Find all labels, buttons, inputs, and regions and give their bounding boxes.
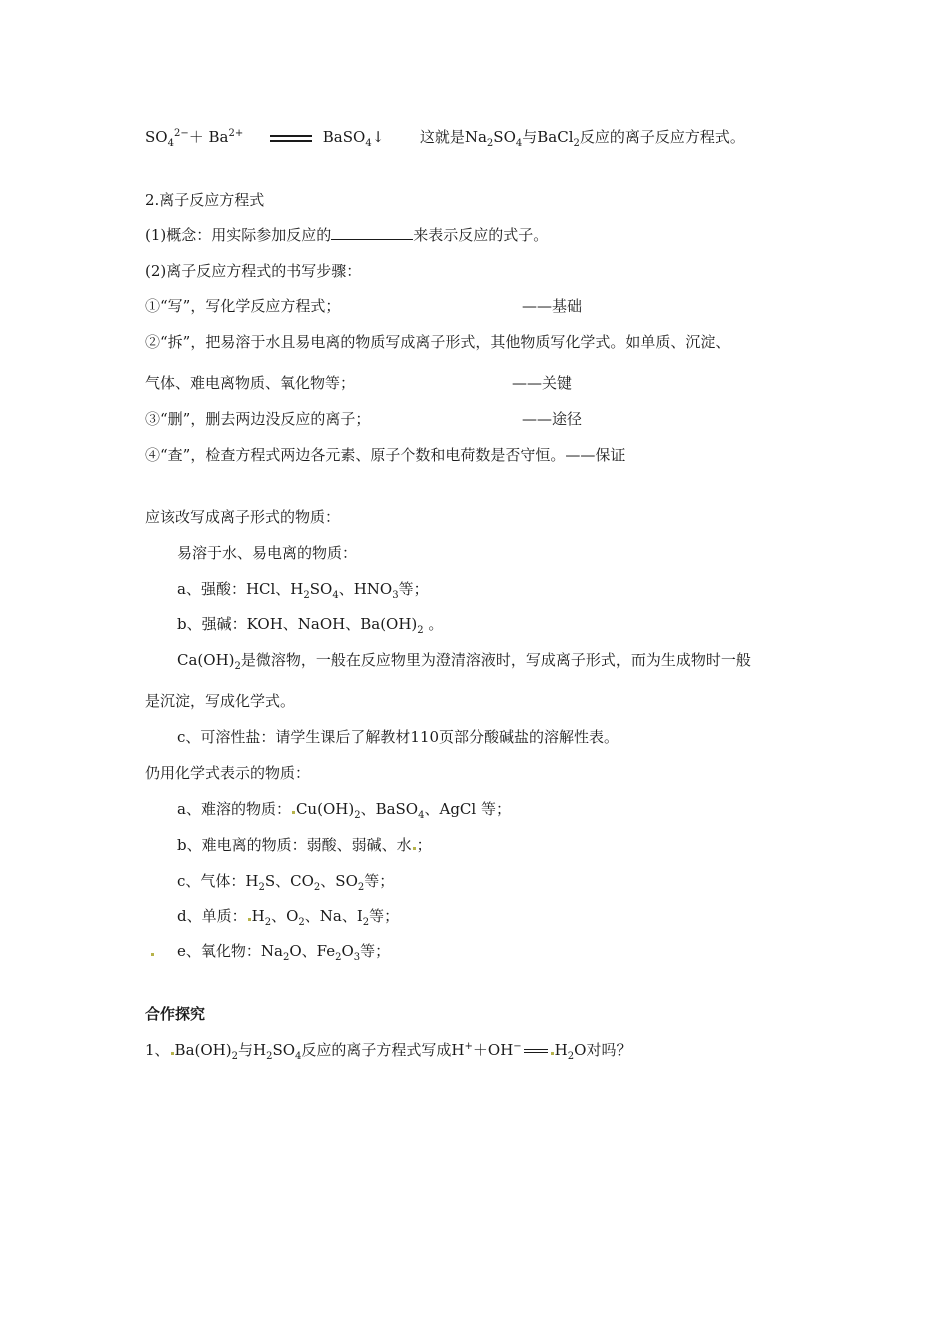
step-3: ③“删”，删去两边没反应的离子； (145, 410, 371, 428)
caoh-line-1: $Ca(OH)_2$是微溶物，一般在反应物里为澄清溶液时，写成离子形式，而为生成物时一般 (177, 651, 751, 672)
marker-dot (248, 918, 251, 921)
weak-electrolyte-line: b、难电离的物质：弱酸、弱碱、水 ； (177, 836, 432, 854)
step-2b: 气体、难电离物质、氧化物等； (145, 374, 356, 392)
step-2-tag: ——关键 (512, 374, 573, 392)
soluble-salt-line: c、可溶性盐：请学生课后了解教材110页部分酸碱盐的溶解性表。 (177, 728, 620, 746)
caoh-line-2: 是沉淀，写成化学式。 (145, 692, 296, 710)
cooperation-heading: 合作探究 (145, 1005, 206, 1023)
marker-dot (151, 953, 154, 956)
marker-dot (413, 847, 416, 850)
marker-dot (171, 1052, 174, 1055)
gas-line: c、气体：$H_2S$、$CO_2$、$SO_2$等； (177, 872, 395, 893)
formula-title: 仍用化学式表示的物质： (145, 764, 311, 782)
element-line: d、单质： $H_2$、$O_2$、Na、$I_2$等； (177, 907, 400, 928)
steps-title: (2)离子反应方程式的书写步骤： (145, 262, 362, 280)
ionic-form-title: 应该改写成离子形式的物质： (145, 508, 341, 526)
soluble-heading: 易溶于水、易电离的物质： (177, 544, 358, 562)
strong-base-line: b、强碱：KOH、NaOH、$Ba(OH)_2$ 。 (177, 615, 444, 636)
insoluble-line: a、难溶的物质： $Cu(OH)_2$、BaSO$_4$、AgCl 等； (177, 800, 511, 821)
step-1: ①“写”，写化学反应方程式； (145, 297, 341, 315)
question-1: 1、 $Ba(OH)_2$与$H_2SO_4$反应的离子方程式写成H+＋OH− $H_2O$对吗？ (145, 1041, 632, 1062)
marker-dot (551, 1052, 554, 1055)
step-1-tag: ——基础 (522, 297, 583, 315)
marker-dot (292, 811, 295, 814)
step-4: ④“查”，检查方程式两边各元素、原子个数和电荷数是否守恒。——保证 (145, 446, 626, 464)
equals-sign (270, 135, 312, 142)
section-title: 2.离子反应方程式 (145, 191, 265, 209)
oxide-line: e、氧化物：$Na_2O$、$Fe_2O_3$等； (150, 941, 390, 961)
strong-acid-line: a、强酸：HCl、$H_2SO_4$、$HNO_3$等； (177, 580, 429, 601)
ionic-equation-line: $SO_4^{2-}+ Ba^{2+}$ BaSO$_4$↓ 这就是$Na_2SO_4$与BaCl$_2$反应的离子反应方程式。 (145, 128, 745, 149)
fill-blank (331, 225, 413, 240)
step-2: ②“拆”，把易溶于水且易电离的物质写成离子形式，其他物质写化学式。如单质、沉淀、 (145, 333, 731, 351)
step-3-tag: ——途径 (522, 410, 583, 428)
concept-line: (1)概念：用实际参加反应的 来表示反应的式子。 (145, 226, 549, 244)
equals-sign (524, 1049, 548, 1053)
